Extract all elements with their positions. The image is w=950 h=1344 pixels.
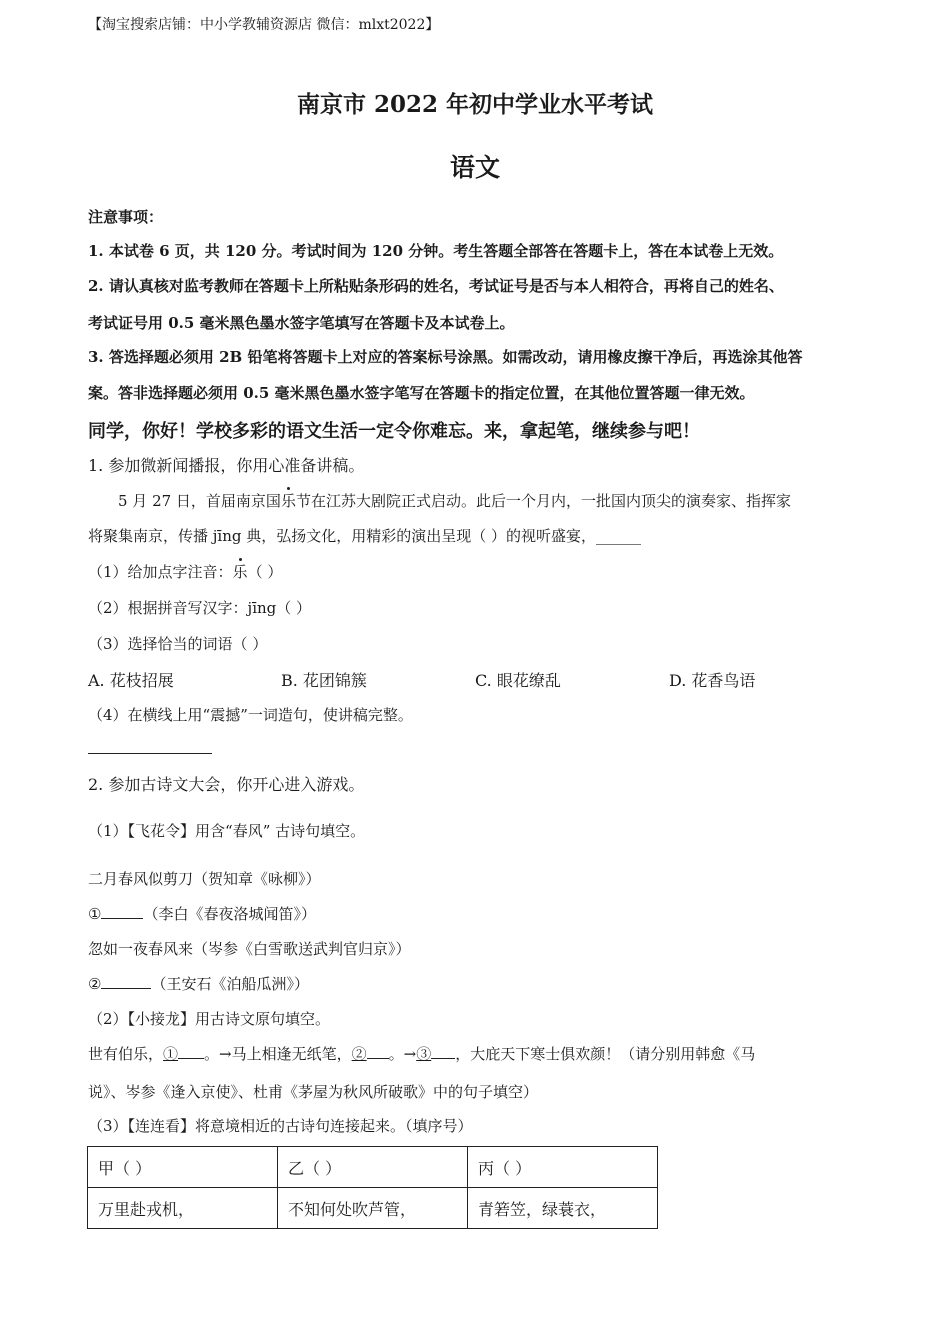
q1-sub-1-paren: （ ） xyxy=(247,563,283,581)
q2-sub-1: （1）【飞花令】用含“春风” 古诗句填空。 xyxy=(88,822,366,840)
q1-passage-text-a: 5 月 27 日，首届南京国 xyxy=(118,492,281,510)
table-cell-jia: 万里赴戎机， xyxy=(88,1188,278,1229)
q2-chain-text-b: 。→马上相逢无纸笔， xyxy=(204,1045,352,1063)
q1-passage-line-2: 将聚集南京，传播 jīng 典，弘扬文化，用精彩的演出呈现（ ）的视听盛宴，______ xyxy=(88,527,642,545)
q2-match-table xyxy=(87,1146,658,1229)
q1-answer-line xyxy=(88,753,212,754)
exam-title: 南京市 2022 年初中学业水平考试 xyxy=(296,91,654,118)
q2-chain-text-a: 世有伯乐， xyxy=(88,1045,164,1063)
notice-item-3-line-1: 3. 答选择题必须用 2B 铅笔将答题卡上对应的答案标号涂黑。如需改动，请用橡皮擦干净后，再选涂其他答 xyxy=(88,348,803,366)
notice-item-2-line-2: 考试证号用 0.5 毫米黑色墨水签字笔填写在答题卡及本试卷上。 xyxy=(88,314,515,332)
notice-item-1: 1. 本试卷 6 页，共 120 分。考试时间为 120 分钟。考生答题全部答在答题卡上，答在本试卷上无效。 xyxy=(88,242,784,260)
q2-chain-num-3: ③ xyxy=(416,1045,432,1063)
q2-chain-num-2: ② xyxy=(351,1045,367,1063)
q1-option-d: D. 花香鸟语 xyxy=(669,671,756,690)
q2-blank-1[interactable] xyxy=(101,904,143,919)
q1-sub-3: （3）选择恰当的词语（ ） xyxy=(88,635,268,653)
q1-passage-line-1 xyxy=(118,490,791,511)
q2-stem: 2. 参加古诗文大会，你开心进入游戏。 xyxy=(88,775,365,794)
q2-blank-2[interactable] xyxy=(101,974,151,989)
q1-passage-text-b: 节在江苏大剧院正式启动。此后一个月内，一批国内顶尖的演奏家、指挥家 xyxy=(295,492,791,510)
table-cell-yi: 不知何处吹芦管， xyxy=(278,1188,468,1229)
table-cell-bing: 青箬笠，绿蓑衣， xyxy=(468,1188,658,1229)
q2-chain-text-d: ，大庇天下寒士俱欢颜！（请分别用韩愈《马 xyxy=(455,1045,756,1063)
table-header-cell-jia[interactable]: 甲（ ） xyxy=(88,1147,278,1188)
subject-title: 语文 xyxy=(449,153,500,182)
notice-heading: 注意事项： xyxy=(88,208,164,226)
q2-blank-2-source: （王安石《泊船瓜洲》） xyxy=(151,975,309,993)
q2-poem-line-b xyxy=(88,903,316,924)
q1-option-b: B. 花团锦簇 xyxy=(281,671,367,690)
q2-chain-text-c: 。→ xyxy=(388,1045,417,1063)
q1-option-a: A. 花枝招展 xyxy=(88,671,174,690)
notice-item-2-line-1: 2. 请认真核对监考教师在答题卡上所粘贴条形码的姓名，考试证号是否与本人相符合，再将自己的姓名、 xyxy=(88,277,784,295)
q2-poem-line-c: 忽如一夜春风来（岑参《白雪歌送武判官归京》） xyxy=(88,940,411,958)
q1-passage-dotted-char: 乐 xyxy=(280,492,296,510)
q2-chain-blank-3[interactable] xyxy=(431,1044,455,1059)
header-watermark: 【淘宝搜索店铺：中小学教辅资源店 微信：mlxt2022】 xyxy=(88,17,440,33)
table-header-cell-bing[interactable]: 丙（ ） xyxy=(468,1147,658,1188)
q2-blank-1-source: （李白《春夜洛城闻笛》） xyxy=(143,905,316,923)
q1-sub-1-dotted-char: 乐 xyxy=(232,563,248,581)
q2-chain-blank-2[interactable] xyxy=(367,1044,389,1059)
q2-poem-line-a: 二月春风似剪刀（贺知章《咏柳》） xyxy=(88,870,321,888)
q2-sub-2: （2）【小接龙】用古诗文原句填空。 xyxy=(88,1010,331,1028)
notice-item-3-line-2: 案。答非选择题必须用 0.5 毫米黑色墨水签字笔写在答题卡的指定位置，在其他位置答题一律无效。 xyxy=(88,384,755,402)
q2-chain-line-1 xyxy=(88,1043,755,1064)
q2-chain-line-2: 说》、岑参《逢入京使》、杜甫《茅屋为秋风所破歌》中的句子填空） xyxy=(88,1083,539,1101)
q2-blank-1-number: ① xyxy=(88,905,102,923)
q1-sub-1 xyxy=(88,561,282,582)
q2-chain-blank-1[interactable] xyxy=(178,1044,204,1059)
q2-blank-2-number: ② xyxy=(88,975,102,993)
q1-sub-1-text: （1）给加点字注音： xyxy=(88,563,233,581)
q1-stem: 1. 参加微新闻播报，你用心准备讲稿。 xyxy=(88,456,365,475)
q2-poem-line-d xyxy=(88,973,309,994)
q1-sub-2: （2）根据拼音写汉字：jīng（ ） xyxy=(88,599,312,617)
q2-sub-3: （3）【连连看】将意境相近的古诗句连接起来。（填序号） xyxy=(88,1117,473,1135)
q1-sub-4: （4）在横线上用“震撼”一词造句，使讲稿完整。 xyxy=(88,706,413,724)
q1-option-c: C. 眼花缭乱 xyxy=(475,671,561,690)
table-row xyxy=(88,1188,658,1229)
table-header-row xyxy=(88,1147,658,1188)
table-header-cell-yi[interactable]: 乙（ ） xyxy=(278,1147,468,1188)
greeting-line: 同学，你好！学校多彩的语文生活一定令你难忘。来，拿起笔，继续参与吧！ xyxy=(88,421,700,442)
q2-chain-num-1: ① xyxy=(163,1045,179,1063)
